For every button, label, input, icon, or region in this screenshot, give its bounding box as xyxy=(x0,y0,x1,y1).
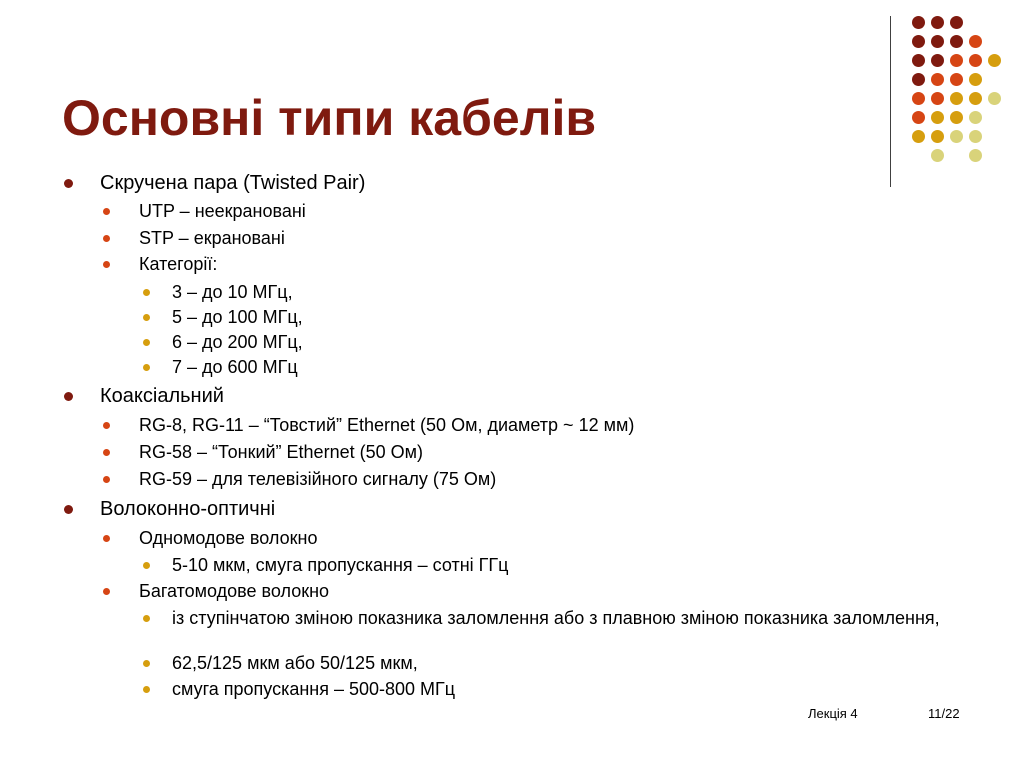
bullet-multi-mode-bandwidth xyxy=(172,678,455,700)
bullet-dot xyxy=(143,562,150,569)
bullet-text: 3 – до 10 МГц, xyxy=(172,282,293,302)
bullet-dot xyxy=(103,449,110,456)
bullet-cat7 xyxy=(172,356,298,378)
bullet-text: Багатомодове волокно xyxy=(139,581,330,601)
bullet-multi-mode-size xyxy=(172,652,418,674)
bullet-dot xyxy=(143,314,150,321)
bullet-text: 7 – до 600 МГц xyxy=(172,357,298,377)
bullet-rg8 xyxy=(139,414,634,436)
bullet-text: STP – екрановані xyxy=(139,228,285,248)
bullet-dot xyxy=(143,289,150,296)
bullet-text: RG-8, RG-11 – “Товстий” Ethernet (50 Ом, диаметр ~ 12 мм) xyxy=(139,415,635,435)
bullet-coaxial xyxy=(100,384,224,408)
bullet-dot xyxy=(143,339,150,346)
bullet-cat5 xyxy=(172,306,303,328)
bullet-text: Категорії: xyxy=(139,254,218,274)
bullet-text: 5-10 мкм, смуга пропускання – сотні ГГц xyxy=(172,555,509,575)
bullet-dot xyxy=(143,615,150,622)
bullet-rg59 xyxy=(139,468,496,490)
slide-title: Основні типи кабелів xyxy=(62,90,597,146)
bullet-dot xyxy=(143,660,150,667)
bullet-twisted-pair xyxy=(100,171,365,195)
bullet-dot xyxy=(103,208,110,215)
bullet-stp xyxy=(139,227,285,249)
bullet-dot xyxy=(103,235,110,242)
bullet-fiber xyxy=(100,497,275,521)
bullet-dot xyxy=(103,588,110,595)
bullet-single-mode-detail xyxy=(172,554,508,576)
bullet-text: Волоконно-оптичні xyxy=(100,498,276,520)
bullet-rg58 xyxy=(139,441,423,463)
footer-lecture: Лекція 4 xyxy=(808,706,858,721)
footer-page-number: 11/22 xyxy=(928,706,960,721)
bullet-utp xyxy=(139,200,306,222)
bullet-multi-mode-index xyxy=(172,607,972,629)
bullet-dot xyxy=(103,422,110,429)
bullet-cat3 xyxy=(172,281,293,303)
bullet-dot xyxy=(143,686,150,693)
bullet-text: 6 – до 200 МГц, xyxy=(172,332,303,352)
bullet-text: смуга пропускання – 500-800 МГц xyxy=(172,679,456,699)
bullet-dot xyxy=(64,179,73,188)
bullet-dot xyxy=(64,392,73,401)
bullet-dot xyxy=(103,261,110,268)
bullet-dot xyxy=(103,535,110,542)
bullet-text: 5 – до 100 МГц, xyxy=(172,307,303,327)
bullet-dot xyxy=(103,476,110,483)
bullet-categories xyxy=(139,253,217,275)
bullet-text: із ступінчатою зміною показника заломлення або з плавною зміною показника заломлення, xyxy=(172,608,940,628)
bullet-multi-mode xyxy=(139,580,329,602)
bullet-text: RG-58 – “Тонкий” Ethernet (50 Ом) xyxy=(139,442,423,462)
bullet-single-mode xyxy=(139,527,317,549)
bullet-text: RG-59 – для телевізійного сигналу (75 Ом) xyxy=(139,469,497,489)
bullet-text: UTP – неекрановані xyxy=(139,201,306,221)
bullet-text: Одномодове волокно xyxy=(139,528,318,548)
bullet-dot xyxy=(143,364,150,371)
bullet-text: Скручена пара (Twisted Pair) xyxy=(100,172,366,194)
bullet-text: 62,5/125 мкм або 50/125 мкм, xyxy=(172,653,418,673)
bullet-dot xyxy=(64,505,73,514)
bullet-text: Коаксіальний xyxy=(100,385,224,407)
bullet-cat6 xyxy=(172,331,303,353)
